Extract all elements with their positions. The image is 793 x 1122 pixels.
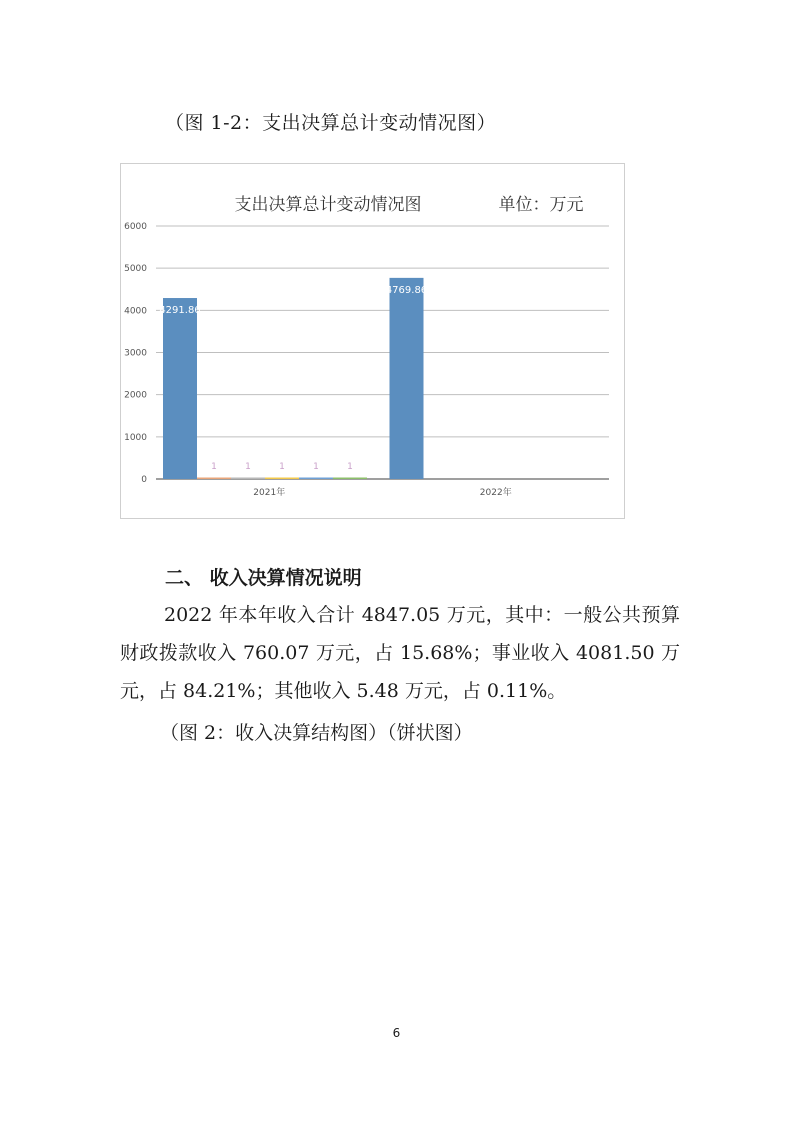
page-number: 6 xyxy=(392,1026,401,1040)
figure-caption-bottom: （图 2：收入决算结构图）（饼状图） xyxy=(160,722,473,744)
x-tick-label: 2021年 xyxy=(253,488,286,498)
data-label: 4291.86 xyxy=(159,305,201,317)
bar xyxy=(231,478,265,480)
y-tick-label: 1000 xyxy=(124,432,147,443)
data-label: 1 xyxy=(313,462,319,472)
y-tick-label: 6000 xyxy=(124,222,147,232)
figure-caption-top: （图 1-2：支出决算总计变动情况图） xyxy=(165,112,497,134)
data-label: 1 xyxy=(279,462,285,472)
bar xyxy=(163,298,197,479)
y-tick-label: 2000 xyxy=(124,390,147,401)
y-tick-label: 5000 xyxy=(124,264,147,275)
bar xyxy=(299,478,333,480)
y-tick-label: 0 xyxy=(141,475,147,485)
y-tick-label: 4000 xyxy=(124,306,147,317)
chart-canvas xyxy=(121,164,626,520)
chart-title: 支出决算总计变动情况图 xyxy=(234,195,422,215)
y-tick-label: 3000 xyxy=(124,348,147,359)
x-tick-label: 2022年 xyxy=(479,488,512,498)
data-label: 1 xyxy=(245,462,251,472)
data-label: 1 xyxy=(347,462,353,472)
expenditure-chart xyxy=(120,163,625,519)
section-heading: 二、 收入决算情况说明 xyxy=(165,567,362,589)
bar xyxy=(333,478,367,480)
body-paragraph: 2022 年本年收入合计 4847.05 万元，其中：一般公共预算财政拨款收入 760.07 万元，占 15.68%；事业收入 4081.50 万元，占 84.21%；其他收入 5.48 万元，占 0.11%。 xyxy=(120,604,680,702)
bar xyxy=(390,278,424,479)
data-label: 1 xyxy=(211,462,217,472)
bar xyxy=(197,478,231,480)
bar xyxy=(265,478,299,480)
chart-unit-label: 单位：万元 xyxy=(498,195,584,215)
data-label: 4769.86 xyxy=(385,284,428,296)
